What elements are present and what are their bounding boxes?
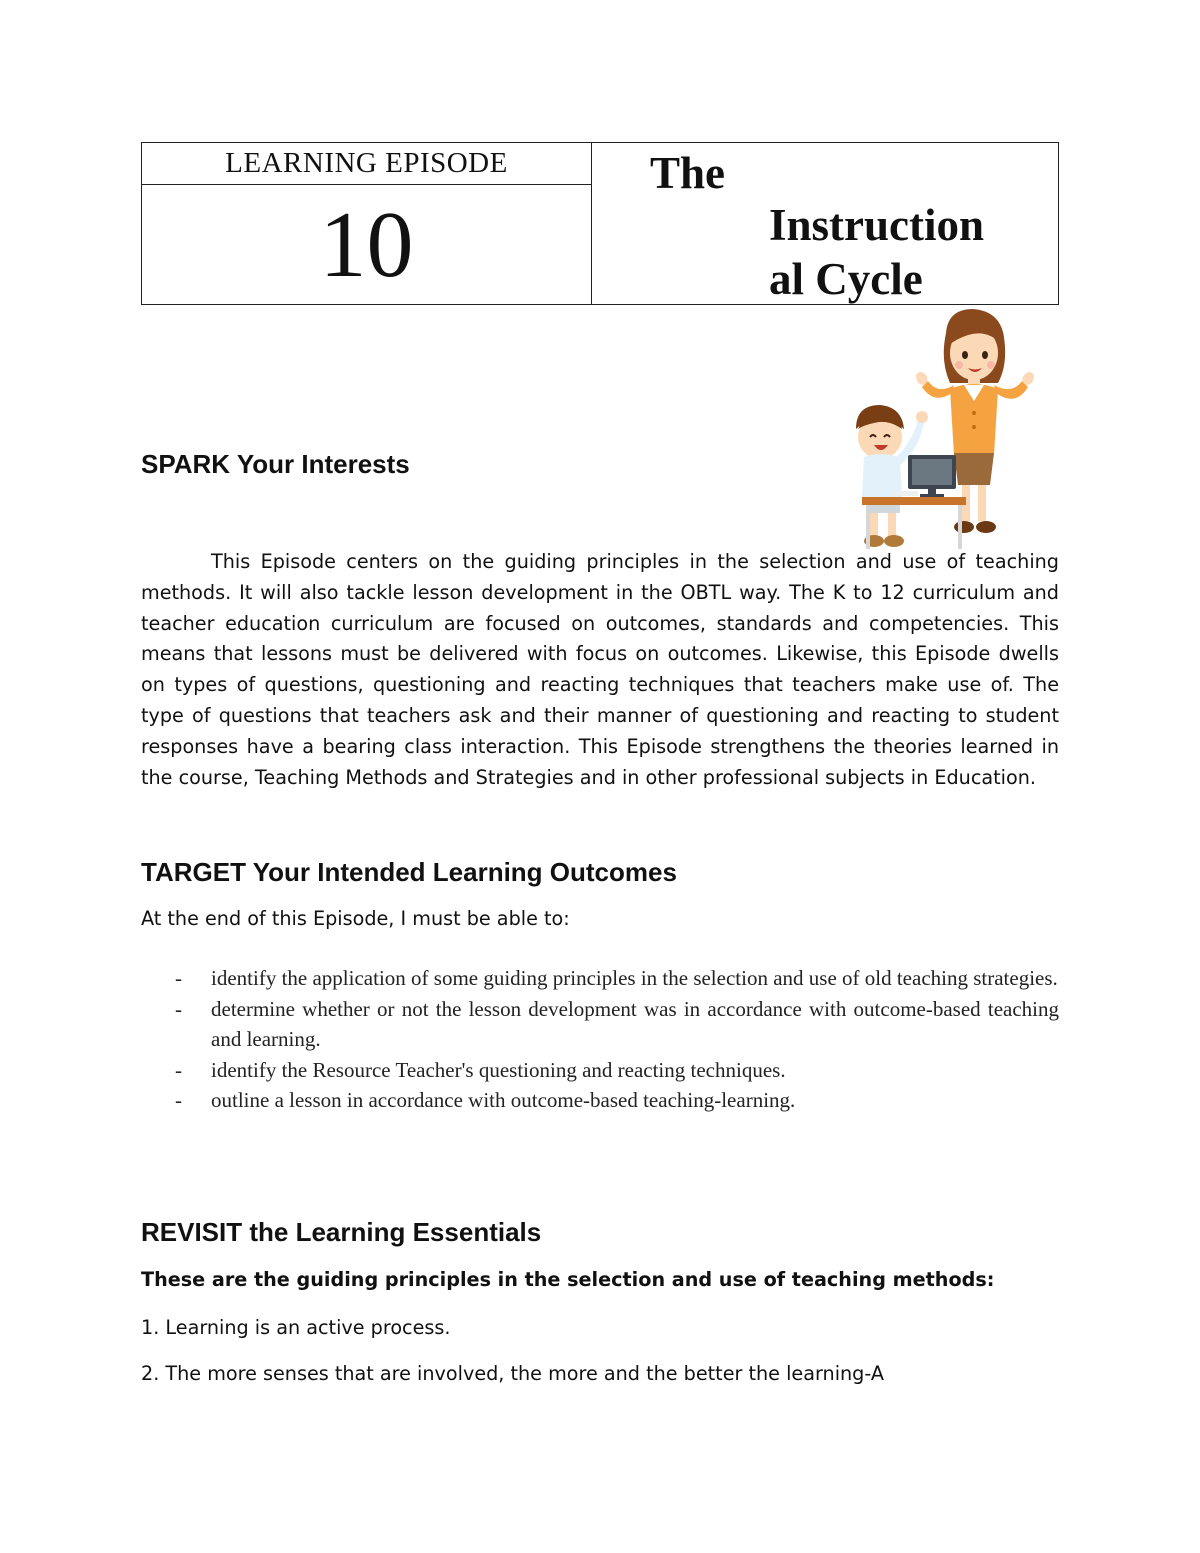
teacher-and-student-illustration [838, 305, 1053, 555]
spark-paragraph [141, 547, 1059, 793]
list-item: - outline a lesson in accordance with outcome-based teaching-learning. [141, 1085, 1059, 1116]
principle-1: 1. Learning is an active process. [141, 1316, 451, 1339]
revisit-heading: REVISIT the Learning Essentials [141, 1217, 542, 1247]
list-item: - identify the Resource Teacher's questioning and reacting techniques. [141, 1055, 1059, 1086]
spark-heading: SPARK Your Interests [141, 449, 410, 479]
episode-label: LEARNING EPISODE [142, 143, 591, 185]
principle-2: 2. The more senses that are involved, the more and the better the learning-A [141, 1362, 884, 1385]
bullet-dash: - [175, 996, 182, 1021]
episode-title-cell [592, 143, 1058, 304]
bullet-dash: - [175, 1088, 182, 1113]
target-heading: TARGET Your Intended Learning Outcomes [141, 857, 677, 887]
list-item: - identify the application of some guiding principles in the selection and use of old teaching strategies. [141, 963, 1059, 994]
episode-number: 10 [319, 192, 414, 297]
revisit-lead: These are the guiding principles in the selection and use of teaching methods: [141, 1268, 995, 1291]
target-intro: At the end of this Episode, I must be able to: [141, 907, 570, 930]
bullet-dash: - [175, 1057, 182, 1082]
episode-label-cell [142, 143, 592, 304]
learning-outcomes-list [141, 963, 1059, 1116]
episode-title-line-3: al Cycle [769, 254, 923, 304]
bullet-dash: - [175, 966, 182, 990]
episode-title-line-2: Instruction [769, 200, 985, 250]
spark-paragraph-text: This Episode centers on the guiding principles in the selection and use of teaching methods. It will also tackle lesson development in the OBTL way. The K to 12 curriculum and teacher education curriculum are focused on outcomes, standards and competencies. This means that lessons must be delivered with focus on outcomes. Likewise, this Episode dwells on types of questions, questioning and reacting techniques that teachers make use of. The type of questions that teachers ask and their manner of questioning and reacting to student responses have a bearing class interaction. This Episode strengthens the theories learned in the course, Teaching Methods and Strategies and in other professional subjects in Education. [141, 550, 1059, 789]
list-item: - determine whether or not the lesson development was in accordance with outcome-based teaching and learning. [141, 994, 1059, 1055]
episode-header-table [141, 142, 1059, 305]
episode-title-line-1: The [650, 148, 726, 198]
